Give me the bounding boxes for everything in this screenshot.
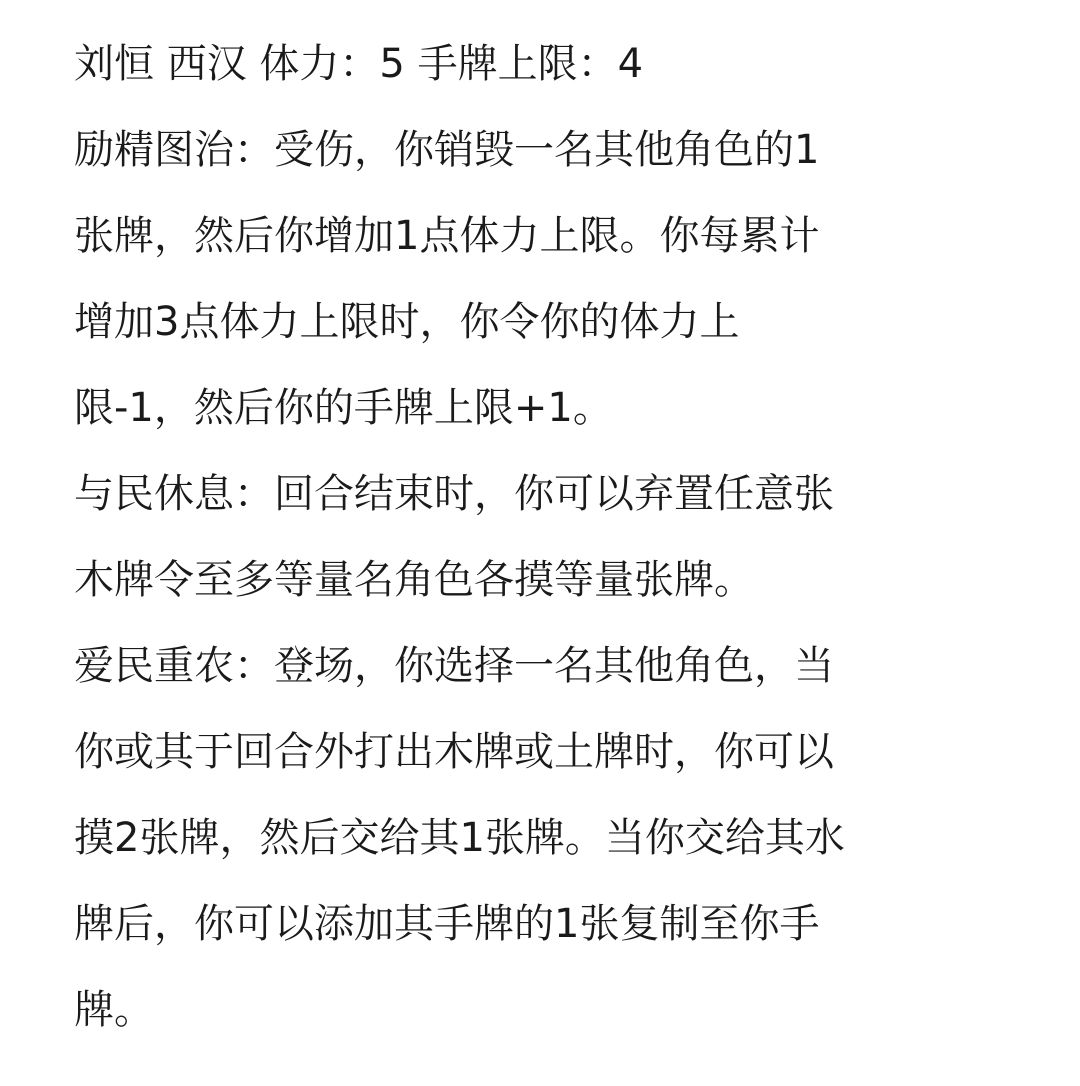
skill-1-line-2: 张牌，然后你增加1点体力上限。你每累计 — [74, 213, 820, 259]
skill-1-line-1: 励精图治：受伤，你销毁一名其他角色的1 — [74, 127, 820, 173]
skill-3-line-1: 爱民重农：登场，你选择一名其他角色，当 — [74, 643, 834, 689]
skill-1-line-4: 限-1，然后你的手牌上限+1。 — [74, 385, 613, 431]
skill-2-line-1: 与民休息：回合结束时，你可以弃置任意张 — [74, 471, 834, 517]
character-header: 刘恒 西汉 体力：5 手牌上限：4 — [74, 41, 644, 87]
skill-3-line-3: 摸2张牌，然后交给其1张牌。当你交给其水 — [74, 815, 845, 861]
skill-3-line-2: 你或其于回合外打出木牌或土牌时，你可以 — [74, 729, 834, 775]
skill-3-line-4: 牌后，你可以添加其手牌的1张复制至你手 — [74, 901, 820, 947]
skill-2-line-2: 木牌令至多等量名角色各摸等量张牌。 — [74, 557, 754, 603]
skill-3-line-5: 牌。 — [74, 987, 154, 1033]
skill-1-line-3: 增加3点体力上限时，你令你的体力上 — [74, 299, 740, 345]
